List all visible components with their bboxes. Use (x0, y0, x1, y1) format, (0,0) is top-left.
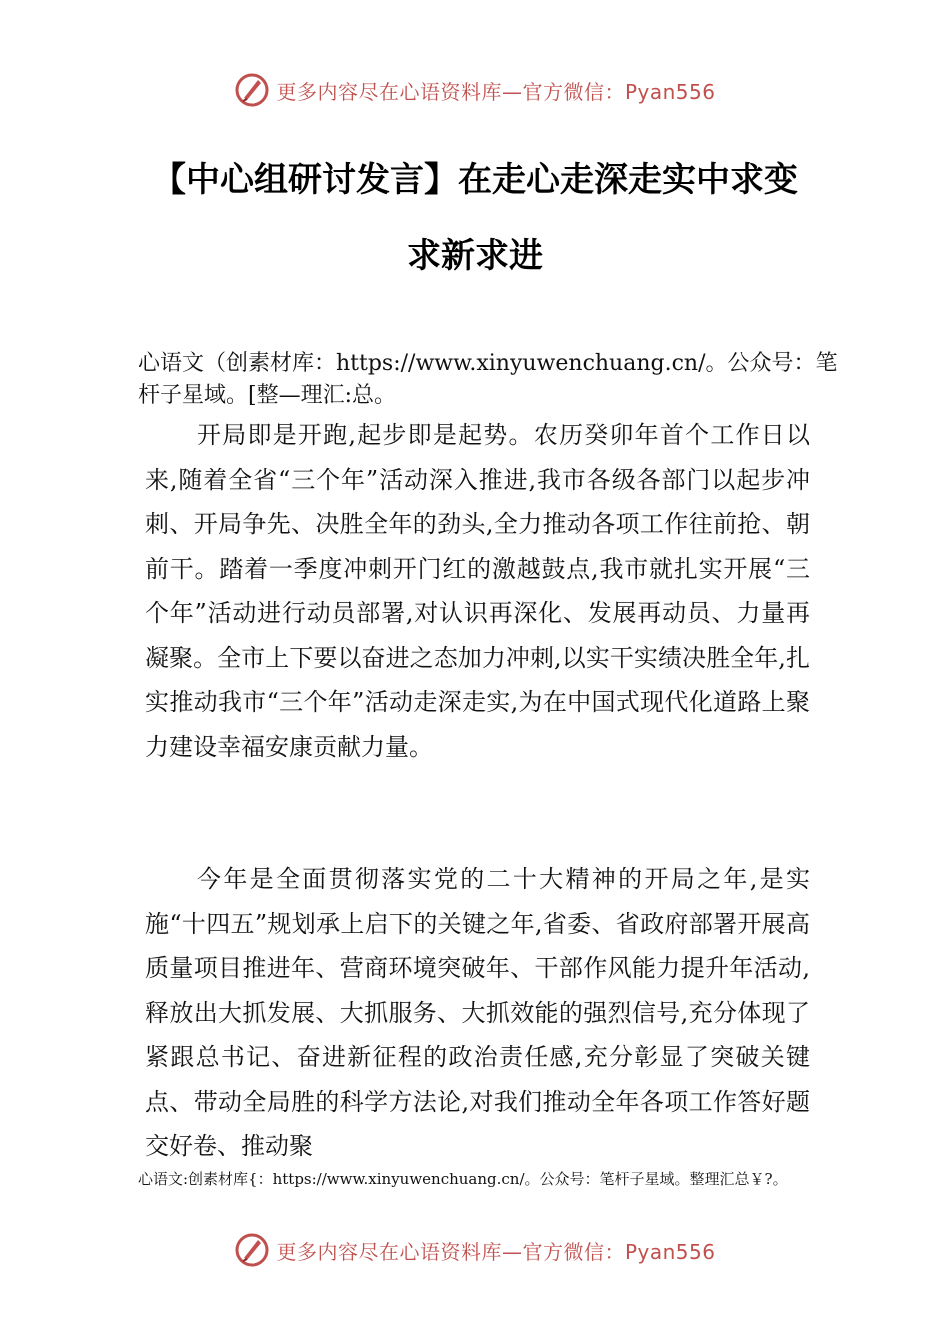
footer-banner (0, 1228, 950, 1272)
footer-banner-text: 更多内容尽在心语资料库—官方微信：Pyan556 (276, 1239, 716, 1264)
quill-logo-icon (234, 1232, 270, 1268)
source-line: 心语文（创素材库：https://www.xinyuwenchuang.cn/。公众号：笔杆子星域。[整—理汇:总。 (138, 351, 838, 408)
body-paragraph-1: 开局即是开跑,起步即是起势。农历癸卯年首个工作日以来,随着全省“三个年”活动深入推进,我市各级各部门以起步冲刺、开局争先、决胜全年的劲头,全力推动各项工作往前抢、朝前干。踏着一季度冲刺开门红的激越鼓点,我市就扎实开展“三个年”活动进行动员部署,对认识再深化、发展再动员、力量再凝聚。全市上下要以奋进之态加力冲刺,以实干实绩决胜全年,扎实推动我市“三个年”活动走深走实,为在中国式现代化道路上聚力建设幸福安康贡献力量。 (145, 421, 810, 761)
body-paragraph-2: 今年是全面贯彻落实党的二十大精神的开局之年,是实施“十四五”规划承上启下的关键之年,省委、省政府部署开展高质量项目推进年、营商环境突破年、干部作风能力提升年活动,释放出大抓发展、大抓服务、大抓效能的强烈信号,充分体现了紧跟总书记、奋进新征程的政治责任感,充分彰显了突破关键点、带动全局胜的科学方法论,对我们推动全年各项工作答好题交好卷、推动聚 (145, 865, 810, 1160)
header-banner-text: 更多内容尽在心语资料库—官方微信：Pyan556 (276, 79, 716, 104)
footer-note: 心语文:创素材库{：https://www.xinyuwenchuang.cn/。公众号：笔杆子星域。整理汇总￥?。 (138, 1170, 788, 1188)
page-title-line-1: 【中心组研讨发言】在走心走深走实中求变 (152, 160, 798, 200)
quill-logo-icon (234, 72, 270, 108)
header-banner (0, 68, 950, 112)
page-title-line-2: 求新求进 (407, 236, 543, 276)
